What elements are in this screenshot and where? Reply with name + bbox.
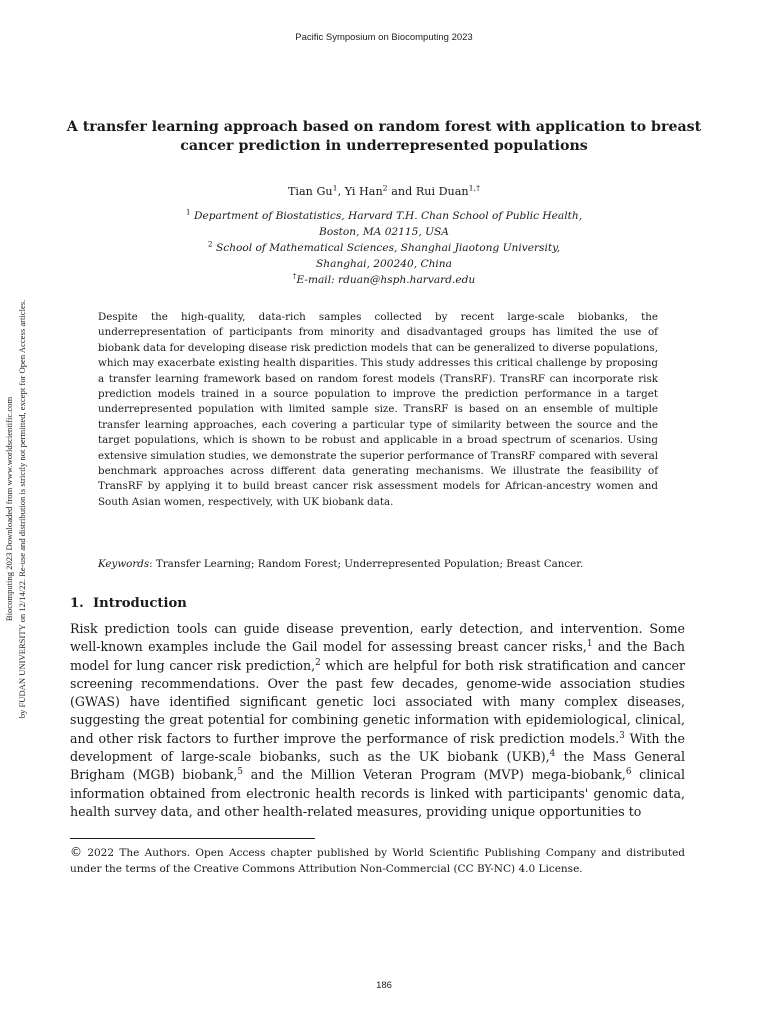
title-line-2: cancer prediction in underrepresented populations	[180, 138, 588, 154]
author-affiliation-mark: 1,†	[468, 183, 481, 193]
intro-text: Risk prediction tools can guide disease prevention, early detection, and intervention. Some well-known examples include the Gail model for assessing breast cancer risks,	[70, 621, 685, 655]
section-heading-introduction	[70, 596, 187, 611]
corresponding-email	[120, 272, 648, 288]
author-separator: ,	[337, 185, 345, 198]
author-name: Tian Gu	[287, 185, 333, 198]
section-number: 1.	[70, 596, 84, 611]
affiliation-2-line-1: School of Mathematical Sciences, Shanghai Jiaotong University,	[216, 242, 561, 254]
title-line-1: A transfer learning approach based on random forest with application to breast	[66, 119, 702, 135]
section-title: Introduction	[92, 596, 187, 611]
paper-title	[60, 118, 708, 156]
copyright-icon: ©	[70, 845, 82, 859]
running-header: Pacific Symposium on Biocomputing 2023	[295, 32, 473, 43]
intro-text: clinical information obtained from electronic health records is linked with participants' genomic data, health survey data, and other health-related measures, providing unique opportunities to	[70, 767, 685, 819]
citation-ref: 6	[625, 767, 632, 778]
author-list	[0, 184, 768, 200]
affiliation-2	[120, 240, 648, 256]
email-mark: †	[292, 271, 297, 281]
footnote-divider	[70, 838, 315, 839]
affiliation-1	[120, 208, 648, 224]
author-affiliation-mark: 1	[332, 183, 338, 193]
affiliation-1-line-2: Boston, MA 02115, USA	[319, 226, 449, 238]
download-watermark	[0, 260, 36, 760]
affiliations	[120, 208, 648, 288]
page-number: 186	[376, 980, 392, 991]
watermark-line-1: Biocomputing 2023 Downloaded from www.worldscientific.com	[4, 396, 14, 622]
author-name: Yi Han	[344, 185, 383, 198]
citation-ref: 1	[586, 639, 593, 650]
affiliation-2-line-2: Shanghai, 200240, China	[316, 258, 452, 270]
affiliation-1-line-1: Department of Biostatistics, Harvard T.H. Chan School of Public Health,	[194, 210, 583, 222]
author-affiliation-mark: 2	[382, 183, 388, 193]
keywords	[98, 557, 668, 572]
citation-ref: 3	[619, 730, 625, 741]
email-text: E-mail: rduan@hsph.harvard.edu	[296, 274, 476, 286]
affiliation-mark: 2	[207, 239, 213, 249]
affiliation-mark: 1	[185, 207, 191, 217]
copyright-footnote	[70, 845, 685, 877]
citation-ref: 5	[237, 767, 244, 778]
citation-ref: 4	[549, 748, 556, 759]
intro-text: the Mass General Brigham (MGB) biobank,	[70, 749, 685, 783]
intro-text: which are helpful for both risk stratification and cancer screening recommendations. Over the past few decades, genome-wide association studies (GWAS) have identified significant genetic loci associated with many complex diseases, suggesting the great potential for combining genetic information with epidemiological, clinical, and other risk factors to further improve the performance of risk prediction models.	[70, 657, 686, 746]
author-name: Rui Duan	[415, 185, 469, 198]
abstract: Despite the high-quality, data-rich samples collected by recent large-scale biobanks, the underrepresentation of participants from minority and disadvantaged groups has limited the use of biobank data for developing disease risk prediction models that can be generalized to diverse populations, which may exacerbate existing health disparities. This study addresses this critical challenge by proposing a transfer learning framework based on random forest models (TransRF). TransRF can incorporate risk prediction models trained in a source population to improve the prediction performance in a target underrepresented population with limited sample size. TransRF is based on an ensemble of multiple transfer learning approaches, each covering a particular type of similarity between the source and the target populations, which is shown to be robust and applicable in a broad spectrum of scenarios. Using extensive simulation studies, we demonstrate the superior performance of TransRF compared with several benchmark approaches across different data generating mechanisms. We illustrate the feasibility of TransRF by applying it to build breast cancer risk assessment models for African-ancestry women and South Asian women, respectively, with UK biobank data.	[98, 311, 658, 508]
introduction-paragraph	[70, 620, 685, 821]
keywords-text: : Transfer Learning; Random Forest; Underrepresented Population; Breast Cancer.	[149, 558, 584, 570]
intro-text: and the Bach model for lung cancer risk prediction,	[70, 639, 685, 673]
author-separator: and	[387, 185, 416, 198]
citation-ref: 2	[315, 657, 321, 668]
footnote-text: 2022 The Authors. Open Access chapter published by World Scientific Publishing Company and distributed under the terms of the Creative Commons Attribution Non-Commercial (CC BY-NC) 4.0 License.	[70, 847, 685, 875]
watermark-line-2: by FUDAN UNIVERSITY on 12/14/22. Re-use and distribution is strictly not permitted, except for Open Access articles.	[17, 299, 27, 719]
keywords-label: Keywords	[98, 558, 150, 570]
download-watermark-text	[3, 259, 29, 759]
intro-text: With the development of large-scale biobanks, such as the UK biobank (UKB),	[70, 730, 685, 765]
intro-text: and the Million Veteran Program (MVP) mega-biobank,	[243, 767, 626, 783]
